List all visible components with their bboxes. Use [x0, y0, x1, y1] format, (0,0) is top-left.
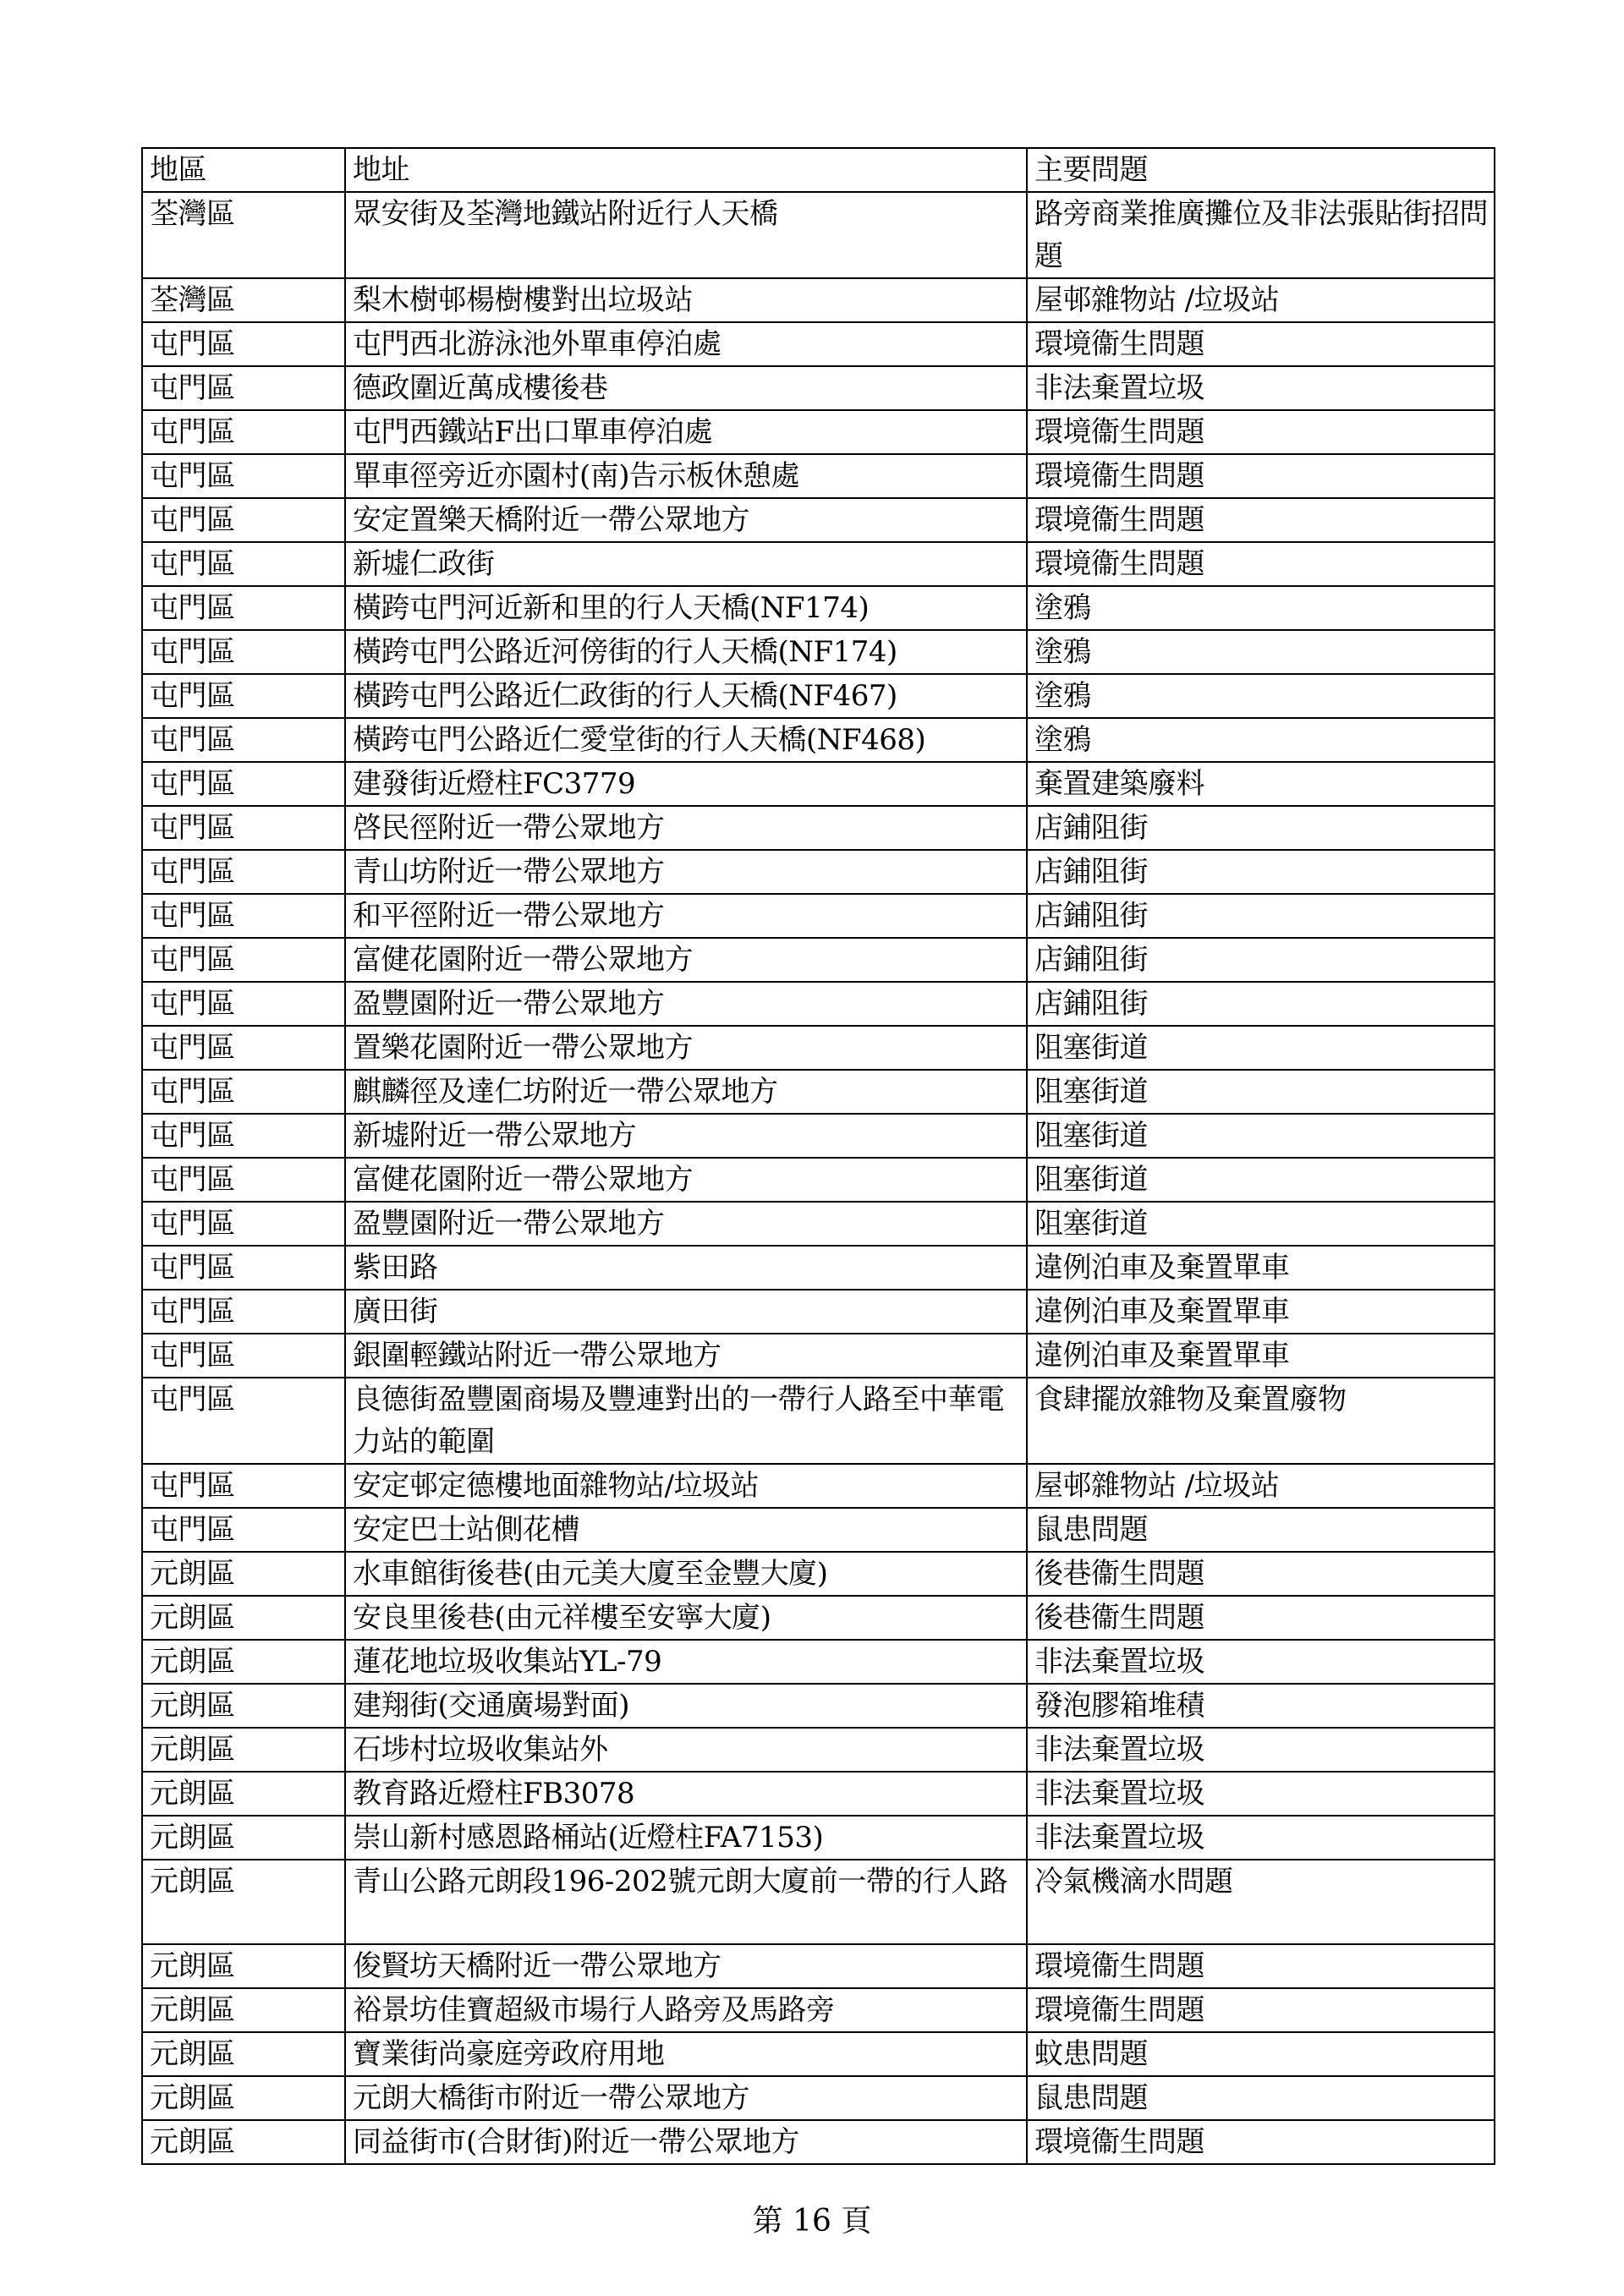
cell-address: 啓民徑附近一帶公眾地方 — [345, 806, 1027, 850]
cell-issue: 屋邨雜物站 /垃圾站 — [1027, 1464, 1495, 1508]
table-row — [142, 322, 1495, 366]
cell-issue: 店鋪阻街 — [1027, 938, 1495, 982]
cell-address: 和平徑附近一帶公眾地方 — [345, 894, 1027, 938]
cell-issue: 塗鴉 — [1027, 718, 1495, 762]
table-row — [142, 1158, 1495, 1202]
cell-issue: 發泡膠箱堆積 — [1027, 1684, 1495, 1728]
cell-address: 梨木樹邨楊樹樓對出垃圾站 — [345, 278, 1027, 322]
cell-address: 石埗村垃圾收集站外 — [345, 1728, 1027, 1772]
cell-issue: 非法棄置垃圾 — [1027, 1640, 1495, 1684]
cell-address: 新墟附近一帶公眾地方 — [345, 1114, 1027, 1158]
table-row — [142, 1988, 1495, 2032]
table-row — [142, 2120, 1495, 2164]
cell-issue: 蚊患問題 — [1027, 2032, 1495, 2076]
table-row — [142, 1552, 1495, 1596]
table-row — [142, 1728, 1495, 1772]
cell-address: 紫田路 — [345, 1246, 1027, 1290]
cell-issue: 違例泊車及棄置單車 — [1027, 1290, 1495, 1334]
cell-district: 屯門區 — [142, 1246, 345, 1290]
table-row — [142, 1114, 1495, 1158]
table-row — [142, 674, 1495, 718]
header-row — [142, 148, 1495, 192]
cell-district: 屯門區 — [142, 1026, 345, 1070]
table-row — [142, 498, 1495, 542]
table-row — [142, 1684, 1495, 1728]
cell-district: 元朗區 — [142, 2120, 345, 2164]
cell-issue: 店鋪阻街 — [1027, 982, 1495, 1026]
cell-address: 良德街盈豐園商場及豐連對出的一帶行人路至中華電力站的範圍 — [345, 1378, 1027, 1464]
table-row — [142, 1246, 1495, 1290]
cell-district: 元朗區 — [142, 1552, 345, 1596]
table-row — [142, 1816, 1495, 1860]
table-row — [142, 542, 1495, 586]
table-row — [142, 850, 1495, 894]
cell-issue: 環境衞生問題 — [1027, 1988, 1495, 2032]
cell-issue: 塗鴉 — [1027, 674, 1495, 718]
cell-address: 德政圍近萬成樓後巷 — [345, 366, 1027, 410]
table-row — [142, 192, 1495, 278]
table-body — [142, 192, 1495, 2164]
cell-district: 屯門區 — [142, 1464, 345, 1508]
cell-issue: 環境衞生問題 — [1027, 2120, 1495, 2164]
table-row — [142, 1640, 1495, 1684]
cell-issue: 違例泊車及棄置單車 — [1027, 1246, 1495, 1290]
cell-address: 廣田街 — [345, 1290, 1027, 1334]
cell-issue: 環境衞生問題 — [1027, 498, 1495, 542]
table-row — [142, 586, 1495, 630]
cell-address: 富健花園附近一帶公眾地方 — [345, 938, 1027, 982]
cell-district: 屯門區 — [142, 982, 345, 1026]
cell-address: 置樂花園附近一帶公眾地方 — [345, 1026, 1027, 1070]
cell-district: 元朗區 — [142, 1772, 345, 1816]
cell-issue: 屋邨雜物站 /垃圾站 — [1027, 278, 1495, 322]
cell-issue: 路旁商業推廣攤位及非法張貼街招問題 — [1027, 192, 1495, 278]
cell-address: 青山公路元朗段196-202號元朗大廈前一帶的行人路 — [345, 1860, 1027, 1944]
table-row — [142, 1464, 1495, 1508]
cell-district: 屯門區 — [142, 1114, 345, 1158]
table-row — [142, 1202, 1495, 1246]
cell-issue: 阻塞街道 — [1027, 1026, 1495, 1070]
table-row — [142, 630, 1495, 674]
table-row — [142, 1944, 1495, 1988]
cell-district: 屯門區 — [142, 498, 345, 542]
table-row — [142, 762, 1495, 806]
cell-issue: 違例泊車及棄置單車 — [1027, 1334, 1495, 1378]
cell-address: 俊賢坊天橋附近一帶公眾地方 — [345, 1944, 1027, 1988]
cell-address: 橫跨屯門公路近仁愛堂街的行人天橋(NF468) — [345, 718, 1027, 762]
cell-address: 銀圍輕鐵站附近一帶公眾地方 — [345, 1334, 1027, 1378]
cell-district: 元朗區 — [142, 2076, 345, 2120]
cell-district: 屯門區 — [142, 542, 345, 586]
cell-address: 建翔街(交通廣場對面) — [345, 1684, 1027, 1728]
cell-district: 屯門區 — [142, 1158, 345, 1202]
cell-district: 屯門區 — [142, 850, 345, 894]
cell-address: 盈豐園附近一帶公眾地方 — [345, 1202, 1027, 1246]
header-district: 地區 — [142, 148, 345, 192]
problem-locations-table — [141, 147, 1495, 2165]
cell-district: 元朗區 — [142, 1640, 345, 1684]
cell-district: 屯門區 — [142, 366, 345, 410]
cell-address: 橫跨屯門公路近河傍街的行人天橋(NF174) — [345, 630, 1027, 674]
cell-issue: 冷氣機滴水問題 — [1027, 1860, 1495, 1944]
cell-issue: 店鋪阻街 — [1027, 894, 1495, 938]
table-row — [142, 2076, 1495, 2120]
cell-address: 青山坊附近一帶公眾地方 — [345, 850, 1027, 894]
cell-address: 安定巴士站側花槽 — [345, 1508, 1027, 1552]
cell-district: 屯門區 — [142, 630, 345, 674]
cell-district: 屯門區 — [142, 762, 345, 806]
cell-district: 屯門區 — [142, 410, 345, 454]
cell-issue: 後巷衞生問題 — [1027, 1596, 1495, 1640]
table-row — [142, 938, 1495, 982]
table-row — [142, 1290, 1495, 1334]
cell-issue: 鼠患問題 — [1027, 2076, 1495, 2120]
cell-address: 屯門西北游泳池外單車停泊處 — [345, 322, 1027, 366]
table-row — [142, 410, 1495, 454]
cell-district: 元朗區 — [142, 1816, 345, 1860]
cell-district: 屯門區 — [142, 1202, 345, 1246]
cell-address: 安良里後巷(由元祥樓至安寧大廈) — [345, 1596, 1027, 1640]
cell-address: 寶業街尚豪庭旁政府用地 — [345, 2032, 1027, 2076]
cell-district: 屯門區 — [142, 1334, 345, 1378]
cell-district: 屯門區 — [142, 454, 345, 498]
cell-district: 屯門區 — [142, 586, 345, 630]
cell-address: 單車徑旁近亦園村(南)告示板休憩處 — [345, 454, 1027, 498]
header-address: 地址 — [345, 148, 1027, 192]
cell-address: 同益街市(合財街)附近一帶公眾地方 — [345, 2120, 1027, 2164]
cell-district: 元朗區 — [142, 1860, 345, 1944]
cell-address: 麒麟徑及達仁坊附近一帶公眾地方 — [345, 1070, 1027, 1114]
cell-issue: 店鋪阻街 — [1027, 850, 1495, 894]
cell-district: 屯門區 — [142, 894, 345, 938]
cell-district: 元朗區 — [142, 2032, 345, 2076]
table-row — [142, 1860, 1495, 1944]
cell-issue: 阻塞街道 — [1027, 1158, 1495, 1202]
table-row — [142, 806, 1495, 850]
table-row — [142, 278, 1495, 322]
cell-issue: 後巷衞生問題 — [1027, 1552, 1495, 1596]
cell-district: 屯門區 — [142, 718, 345, 762]
cell-district: 荃灣區 — [142, 278, 345, 322]
cell-address: 盈豐園附近一帶公眾地方 — [345, 982, 1027, 1026]
header-issue: 主要問題 — [1027, 148, 1495, 192]
cell-issue: 非法棄置垃圾 — [1027, 366, 1495, 410]
cell-district: 屯門區 — [142, 674, 345, 718]
cell-address: 安定邨定德樓地面雜物站/垃圾站 — [345, 1464, 1027, 1508]
table-row — [142, 1334, 1495, 1378]
cell-issue: 環境衞生問題 — [1027, 322, 1495, 366]
cell-address: 蓮花地垃圾收集站YL-79 — [345, 1640, 1027, 1684]
cell-issue: 環境衞生問題 — [1027, 454, 1495, 498]
cell-address: 水車館街後巷(由元美大廈至金豐大廈) — [345, 1552, 1027, 1596]
cell-district: 屯門區 — [142, 938, 345, 982]
cell-district: 屯門區 — [142, 806, 345, 850]
cell-issue: 塗鴉 — [1027, 630, 1495, 674]
cell-issue: 阻塞街道 — [1027, 1070, 1495, 1114]
table-row — [142, 1508, 1495, 1552]
cell-district: 荃灣區 — [142, 192, 345, 278]
cell-issue: 店鋪阻街 — [1027, 806, 1495, 850]
table-header — [142, 148, 1495, 192]
cell-district: 元朗區 — [142, 1988, 345, 2032]
cell-address: 橫跨屯門河近新和里的行人天橋(NF174) — [345, 586, 1027, 630]
table-row — [142, 1070, 1495, 1114]
table-row — [142, 1378, 1495, 1464]
cell-issue: 塗鴉 — [1027, 586, 1495, 630]
cell-district: 元朗區 — [142, 1944, 345, 1988]
cell-issue: 鼠患問題 — [1027, 1508, 1495, 1552]
cell-issue: 非法棄置垃圾 — [1027, 1728, 1495, 1772]
cell-issue: 非法棄置垃圾 — [1027, 1816, 1495, 1860]
page-number: 第 16 頁 — [752, 2204, 872, 2238]
cell-address: 裕景坊佳寶超級市場行人路旁及馬路旁 — [345, 1988, 1027, 2032]
cell-district: 元朗區 — [142, 1684, 345, 1728]
table-row — [142, 982, 1495, 1026]
table-row — [142, 718, 1495, 762]
cell-address: 安定置樂天橋附近一帶公眾地方 — [345, 498, 1027, 542]
table-row — [142, 2032, 1495, 2076]
cell-issue: 非法棄置垃圾 — [1027, 1772, 1495, 1816]
cell-issue: 阻塞街道 — [1027, 1202, 1495, 1246]
cell-district: 屯門區 — [142, 1070, 345, 1114]
table-row — [142, 1026, 1495, 1070]
cell-issue: 環境衞生問題 — [1027, 542, 1495, 586]
cell-address: 建發街近燈柱FC3779 — [345, 762, 1027, 806]
cell-district: 屯門區 — [142, 1508, 345, 1552]
table-row — [142, 454, 1495, 498]
cell-district: 元朗區 — [142, 1596, 345, 1640]
cell-address: 屯門西鐵站F出口單車停泊處 — [345, 410, 1027, 454]
cell-issue: 阻塞街道 — [1027, 1114, 1495, 1158]
cell-address: 新墟仁政街 — [345, 542, 1027, 586]
cell-address: 教育路近燈柱FB3078 — [345, 1772, 1027, 1816]
table-row — [142, 894, 1495, 938]
cell-district: 屯門區 — [142, 1378, 345, 1464]
cell-address: 富健花園附近一帶公眾地方 — [345, 1158, 1027, 1202]
table-row — [142, 1772, 1495, 1816]
cell-issue: 棄置建築廢料 — [1027, 762, 1495, 806]
cell-district: 元朗區 — [142, 1728, 345, 1772]
cell-address: 元朗大橋街市附近一帶公眾地方 — [345, 2076, 1027, 2120]
cell-address: 崇山新村感恩路桶站(近燈柱FA7153) — [345, 1816, 1027, 1860]
cell-district: 屯門區 — [142, 1290, 345, 1334]
cell-issue: 食肆擺放雜物及棄置廢物 — [1027, 1378, 1495, 1464]
table-row — [142, 1596, 1495, 1640]
table-row — [142, 366, 1495, 410]
cell-issue: 環境衞生問題 — [1027, 1944, 1495, 1988]
cell-address: 眾安街及荃灣地鐵站附近行人天橋 — [345, 192, 1027, 278]
cell-district: 屯門區 — [142, 322, 345, 366]
cell-issue: 環境衞生問題 — [1027, 410, 1495, 454]
cell-address: 橫跨屯門公路近仁政街的行人天橋(NF467) — [345, 674, 1027, 718]
